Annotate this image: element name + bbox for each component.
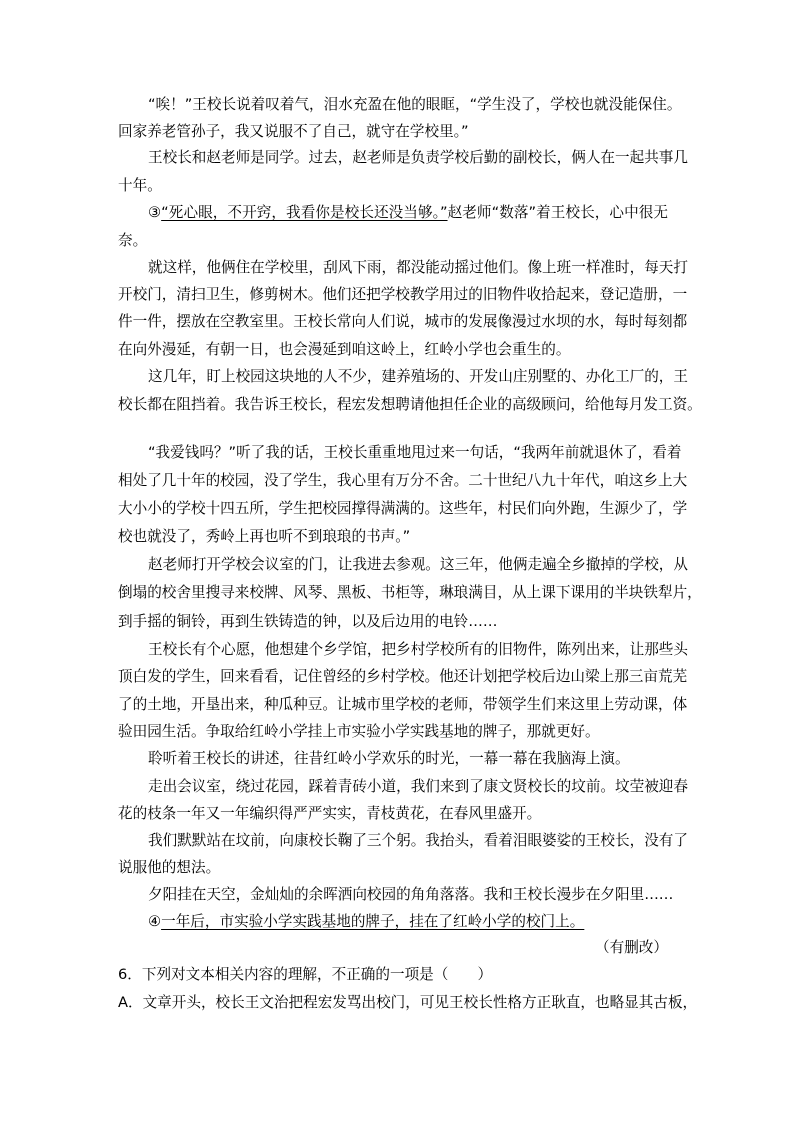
paragraph-line: 大小小的学校十四五所，学生把校园撑得满满的。这些年，村民们向外跑，生源少了，学	[118, 500, 688, 517]
paragraph-line: 王校长有个心愿，他想建个乡学馆，把乡村学校所有的旧物件，陈列出来，让那些头	[148, 641, 688, 658]
line-text: 赵老师“数落”着王校长，心中很无	[447, 204, 669, 221]
paragraph-line: 顶白发的学生，回来看看，记住曾经的乡村学校。他还计划把学校后边山梁上那三亩荒芜	[118, 668, 688, 685]
paragraph-line: 件一件，摆放在空教室里。王校长常向人们说，城市的发展像漫过水坝的水，每时每刻都	[118, 313, 688, 330]
underlined-sentence: 一年后，市实验小学实践基地的牌子，挂在了红岭小学的校门上。	[161, 913, 585, 930]
paragraph-line: 验田园生活。争取给红岭小学挂上市实验小学实践基地的牌子，那就更好。	[118, 723, 600, 740]
option-a: A．文章开头，校长王文治把程宏发骂出校门，可见王校长性格方正耿直，也略显其古板，	[118, 994, 698, 1011]
paragraph-line: 赵老师打开学校会议室的门，让我进去参观。这三年，他俩走遍全乡撤掉的学校，从	[148, 556, 688, 573]
paragraph-line: 开校门，清扫卫生，修剪树木。他们还把学校教学用过的旧物件收拾起来，登记造册，一	[118, 286, 688, 303]
underlined-sentence: “死心眼，不开窍，我看你是校长还没当够。”	[161, 204, 448, 221]
paragraph-line: “唉！”王校长说着叹着气，泪水充盈在他的眼眶，“学生没了，学校也就没能保住。	[148, 96, 682, 113]
paragraph-line: 说服他的想法。	[118, 859, 221, 876]
paragraph-line: 校也就没了，秀岭上再也听不到琅琅的书声。”	[118, 528, 411, 545]
question-stem: 6．下列对文本相关内容的理解，不正确的一项是（ ）	[118, 966, 493, 983]
paragraph-line: “我爱钱吗？”听了我的话，王校长重重地甩过来一句话，“我两年前就退休了，看着	[148, 444, 682, 461]
paragraph-line: 花的枝条一年又一年编织得严严实实，青枝黄花，在春风里盛开。	[118, 805, 542, 822]
paragraph-line: 十年。	[118, 177, 162, 194]
paragraph-line: 奈。	[118, 232, 148, 249]
sentence-marker: ④	[148, 913, 162, 930]
paragraph-line: 这几年，盯上校园这块地的人不少，建养殖场的、开发山庄别墅的、办化工厂的，王	[148, 368, 688, 385]
source-note: （有删改）	[595, 939, 668, 956]
paragraph-line: 夕阳挂在天空，金灿灿的余晖洒向校园的角角落落。我和王校长漫步在夕阳里……	[148, 886, 674, 903]
paragraph-line: 在向外漫延，有朝一日，也会漫延到咱这岭上，红岭小学也会重生的。	[118, 341, 571, 358]
paragraph-line	[118, 203, 668, 223]
paragraph-line: 聆听着王校长的讲述，往昔红岭小学欢乐的时光，一幕一幕在我脑海上演。	[148, 750, 630, 767]
paragraph-line: 王校长和赵老师是同学。过去，赵老师是负责学校后勤的副校长，俩人在一起共事几	[148, 149, 688, 166]
paragraph-line: 相处了几十年的校园，没了学生，我心里有万分不舍。二十世纪八九十年代，咱这乡上大	[118, 472, 688, 489]
paragraph-line: 校长都在阻挡着。我告诉王校长，程宏发想聘请他担任企业的高级顾问，给他每月发工资。	[118, 396, 702, 413]
paragraph-line: 了的土地，开垦出来，种瓜种豆。让城市里学校的老师，带领学生们来这里上劳动课，体	[118, 696, 688, 713]
paragraph-line	[118, 912, 668, 932]
sentence-marker: ③	[148, 204, 162, 221]
paragraph-line: 走出会议室，绕过花园，踩着青砖小道，我们来到了康文贤校长的坟前。坟茔被迎春	[148, 778, 688, 795]
paragraph-line: 到手摇的铜铃，再到生铁铸造的钟，以及后边用的电铃……	[118, 613, 498, 630]
paragraph-line: 回家养老管孙子，我又说服不了自己，就守在学校里。”	[118, 123, 469, 140]
paragraph-line: 我们默默站在坟前，向康校长鞠了三个躬。我抬头，看着泪眼婆娑的王校长，没有了	[148, 832, 688, 849]
paragraph-line: 就这样，他俩住在学校里，刮风下雨，都没能动摇过他们。像上班一样准时，每天打	[148, 259, 688, 276]
paragraph-line: 倒塌的校舍里搜寻来校牌、风琴、黑板、书柜等，琳琅满目，从上课下课用的半块铁犁片，	[118, 584, 702, 601]
